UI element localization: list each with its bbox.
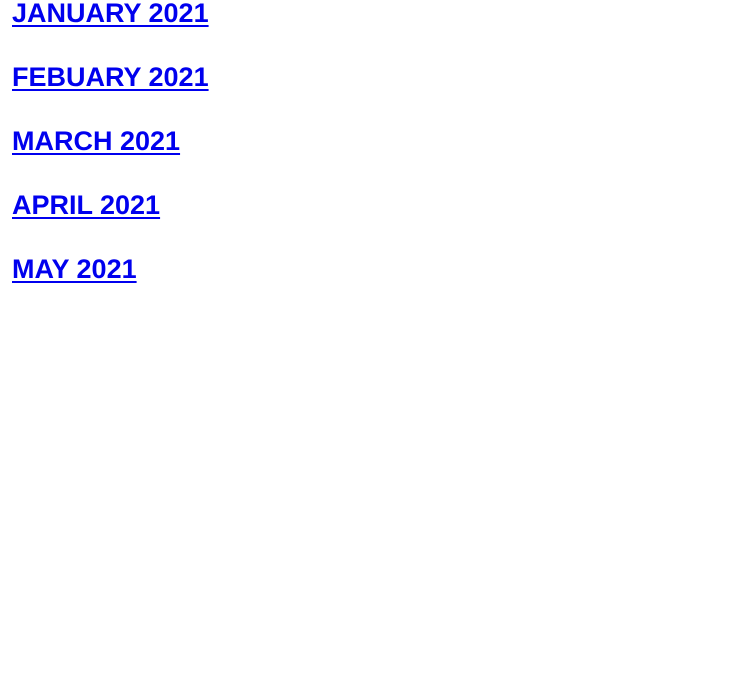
archive-link-january-2021[interactable]: JANUARY 2021	[12, 0, 209, 28]
archive-link-march-2021[interactable]: MARCH 2021	[12, 126, 181, 156]
archive-link-may-2021[interactable]: MAY 2021	[12, 254, 137, 284]
archive-link-april-2021[interactable]: APRIL 2021	[12, 190, 161, 220]
archive-link-february-2021[interactable]: FEBUARY 2021	[12, 62, 209, 92]
